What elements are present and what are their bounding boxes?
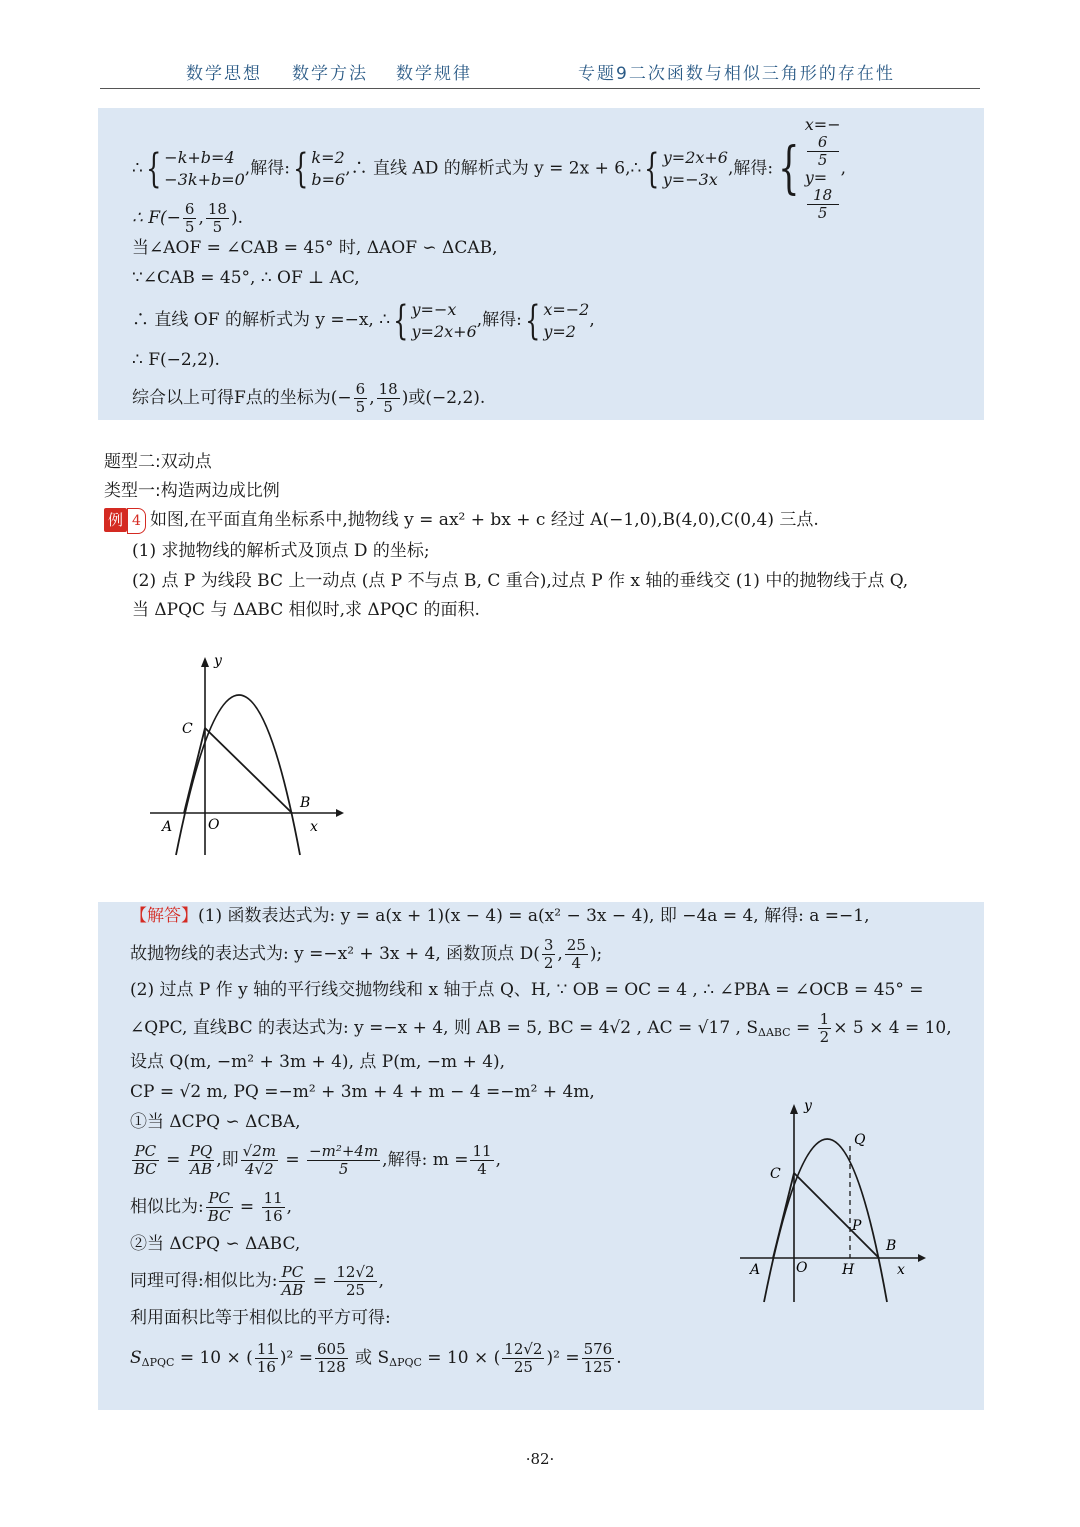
fraction	[818, 1011, 832, 1046]
question-3: 当 ΔPQC 与 ΔABC 相似时,求 ΔPQC 的面积.	[132, 600, 480, 620]
fraction	[262, 1190, 285, 1225]
text: )² =	[279, 1348, 314, 1368]
system-1	[164, 147, 245, 191]
problem-text: 如图,在平面直角坐标系中,抛物线 y = ax² + bx + c 经过 A(−1,0),B(4,0),C(0,4) 三点.	[149, 510, 819, 530]
numerator: 11	[263, 1189, 283, 1207]
text: 或 S	[349, 1348, 390, 1368]
denominator: 2	[819, 1028, 830, 1046]
text: 同理可得:相似比为:	[130, 1271, 278, 1291]
denominator: 128	[317, 1358, 346, 1376]
figure-parabola-1	[140, 645, 360, 860]
label-c: C	[770, 1166, 781, 1182]
denominator: 125	[583, 1358, 613, 1376]
numerator: PC	[206, 1190, 233, 1208]
solution-box-continued	[98, 108, 984, 420]
denominator: BC	[134, 1160, 157, 1178]
fraction	[807, 134, 839, 169]
fraction	[542, 937, 556, 972]
text: (1) 函数表达式为: y = a(x + 1)(x − 4) = a(x² − 3x − 4), 即 −4a = 4, 解得: a =−1,	[198, 906, 870, 926]
numerator: 12√2	[504, 1340, 543, 1358]
denominator: 4	[571, 954, 582, 972]
segment-ac	[184, 728, 205, 813]
fraction	[470, 1143, 493, 1178]
eq: y=2x+6	[411, 321, 477, 341]
denominator: BC	[207, 1207, 231, 1225]
answer-line6: CP = √2 m, PQ =−m² + 3m + 4 + m − 4 =−m² + 4m,	[130, 1082, 595, 1102]
numerator: 6	[807, 134, 839, 152]
denominator: 4√2	[244, 1160, 274, 1178]
parabola	[176, 695, 300, 855]
system-2	[311, 147, 345, 191]
eq: −k+b=4	[164, 148, 235, 167]
subscript: ΔPQC	[141, 1356, 175, 1369]
label-c: C	[182, 721, 193, 737]
numerator: 11	[472, 1142, 492, 1160]
denominator: 5	[212, 218, 223, 236]
box1-line3: 当∠AOF = ∠CAB = 45° 时, ΔAOF ∽ ΔCAB,	[132, 238, 498, 258]
numerator: 6	[184, 200, 195, 218]
label-b: B	[300, 795, 311, 811]
text: 故抛物线的表达式为: y =−x² + 3x + 4, 函数顶点 D(	[130, 944, 540, 964]
box1-line2: ∴ F(− $\frac{6}{5}$ , $\frac{18}{5}$ ).	[132, 200, 243, 236]
fraction	[307, 1143, 380, 1178]
numerator: 18	[378, 380, 398, 398]
denominator: AB	[281, 1281, 304, 1299]
answer-line4	[130, 1006, 952, 1055]
denominator: 5	[184, 218, 195, 236]
answer-line7: ①当 ΔCPQ ∽ ΔCBA,	[130, 1112, 301, 1132]
header-math-law: 数学规律	[396, 64, 472, 84]
label-a: A	[162, 819, 173, 835]
denominator: 25	[513, 1358, 533, 1376]
answer-line2: 故抛物线的表达式为: y =−x² + 3x + 4, 函数顶点 D( $\frac{3}{2}$ , $\frac{25}{4}$ );	[130, 936, 603, 972]
system-3	[663, 147, 728, 191]
page-number: ·82·	[525, 1450, 555, 1468]
example-problem	[104, 508, 819, 534]
text: ∴ F(−	[132, 208, 181, 228]
answer-line9: 相似比为: $\frac{PC}{BC}$ = $\frac{11}{16}$ ,	[130, 1189, 293, 1225]
denominator: AB	[190, 1160, 212, 1178]
answer-line8: $\frac{PC}{BC}$ = $\frac{PQ}{AB}$ ,即 $\frac{√2m}{4√2}$ = $\frac{\text{−m²+4m}}{5}$ ,解得: m = $\frac{11}{4}$ ,	[134, 1142, 501, 1178]
text: ∠QPC, 直线BC 的表达式为: y =−x + 4, 则 AB = 5, BC = 4√2 , AC = √17 , S	[130, 1018, 758, 1038]
numerator: PQ	[189, 1142, 213, 1160]
label-o: O	[796, 1260, 808, 1276]
numerator: −m²+4m	[309, 1142, 379, 1160]
text: S	[130, 1348, 142, 1368]
denominator: 16	[256, 1358, 276, 1376]
text: ,解得: m =	[382, 1150, 469, 1170]
eq: y=2	[543, 321, 576, 341]
text: = 10 × (	[421, 1348, 501, 1368]
denominator: 16	[263, 1207, 283, 1225]
eq: k=2	[311, 148, 345, 167]
answer-line11: 同理可得:相似比为: $\frac{PC}{AB}$ = $\frac{12√2}{25}$ ,	[130, 1263, 384, 1299]
header-math-method: 数学方法	[292, 64, 368, 84]
system-4	[805, 116, 841, 222]
numerator: 605	[317, 1340, 346, 1358]
numerator: PC	[132, 1143, 159, 1161]
fraction	[315, 1341, 348, 1376]
text: ,∴ 直线 AD 的解析式为 y = 2x + 6,∴	[345, 158, 642, 179]
solution-box-answer	[98, 902, 984, 1410]
denominator: 5	[338, 1160, 349, 1178]
section-subtitle: 类型一:构造两边成比例	[104, 481, 280, 501]
fraction	[279, 1264, 305, 1299]
segment-cb	[205, 728, 292, 813]
label-p: P	[852, 1218, 862, 1234]
y-axis-arrow	[201, 657, 209, 667]
brace: {	[778, 136, 800, 201]
label-x: x	[310, 819, 318, 835]
text: ,	[840, 158, 847, 179]
label-q: Q	[854, 1132, 866, 1148]
box1-line4: ∵∠CAB = 45°, ∴ OF ⊥ AC,	[132, 268, 360, 288]
segment-cb	[794, 1173, 879, 1258]
box1-line7: 综合以上可得F点的坐标为(− $\frac{6}{5}$ , $\frac{18}{5}$ )或(−2,2).	[132, 380, 486, 416]
fraction	[565, 937, 588, 972]
example-number: 4	[127, 508, 146, 534]
label-o: O	[208, 817, 220, 833]
label-y: y	[214, 653, 222, 669]
fraction	[334, 1264, 376, 1299]
text: )² =	[546, 1348, 580, 1368]
eq	[805, 116, 841, 169]
numerator: 12√2	[336, 1263, 375, 1281]
numerator: 25	[566, 936, 586, 954]
x-axis-arrow	[918, 1254, 926, 1262]
eq	[805, 169, 841, 222]
x-axis-arrow	[336, 809, 344, 817]
text: 综合以上可得F点的坐标为(−	[132, 388, 352, 408]
text: ,	[378, 1271, 384, 1291]
numerator: 1	[819, 1010, 830, 1028]
fraction	[183, 201, 197, 236]
text: × 5 × 4 = 10,	[833, 1018, 952, 1038]
text: );	[589, 944, 603, 964]
denominator: 5	[383, 398, 393, 416]
system-5	[412, 299, 477, 343]
fraction	[206, 1190, 233, 1225]
segment-ac	[773, 1173, 794, 1258]
fraction	[206, 201, 229, 236]
fraction	[132, 1143, 159, 1178]
numerator: 18	[807, 187, 839, 205]
eq: x=−2	[543, 299, 590, 319]
label-b: B	[886, 1238, 897, 1254]
text: ∴ 直线 OF 的解析式为 y =−x, ∴	[132, 310, 391, 330]
box1-line6: ∴ F(−2,2).	[132, 350, 220, 370]
text: ).	[230, 208, 243, 228]
label-a: A	[750, 1262, 761, 1278]
text: 相似比为:	[130, 1197, 204, 1217]
eq: −3k+b=0	[164, 170, 245, 189]
text: ,即	[216, 1150, 239, 1170]
numerator: 6	[355, 380, 366, 398]
eq: y=−3x	[662, 170, 718, 189]
denominator: 5	[817, 151, 828, 169]
text: x=−	[804, 115, 841, 134]
denominator: 5	[817, 204, 828, 222]
numerator: 11	[256, 1340, 276, 1358]
label-y: y	[804, 1098, 812, 1114]
eq: y=2x+6	[662, 148, 728, 167]
label-h: H	[842, 1262, 855, 1278]
text: =	[790, 1018, 816, 1038]
text: ,解得:	[727, 158, 774, 179]
answer-tag: 【解答】	[130, 906, 198, 926]
subscript: ΔABC	[758, 1026, 791, 1039]
text: ,	[286, 1197, 293, 1217]
fraction	[377, 381, 400, 416]
answer-line5: 设点 Q(m, −m² + 3m + 4), 点 P(m, −m + 4),	[130, 1052, 506, 1072]
figure-parabola-2	[734, 1094, 934, 1309]
brace: {	[145, 146, 162, 192]
text: y=	[804, 168, 828, 187]
answer-line3: (2) 过点 P 作 y 轴的平行线交抛物线和 x 轴于点 Q、H, ∵ OB = OC = 4 , ∴ ∠PBA = ∠OCB = 45° =	[130, 980, 924, 1000]
y-axis-arrow	[790, 1104, 798, 1114]
text: ∴	[132, 158, 143, 179]
text: ,解得:	[476, 310, 522, 330]
question-2: (2) 点 P 为线段 BC 上一动点 (点 P 不与点 B, C 重合),过点 P 作 x 轴的垂线交 (1) 中的抛物线于点 Q,	[132, 571, 909, 591]
fraction	[255, 1341, 278, 1376]
numerator: 3	[543, 936, 554, 954]
text: = 10 × (	[174, 1348, 253, 1368]
numerator: √2m	[242, 1142, 276, 1160]
fraction	[502, 1341, 544, 1376]
fraction	[188, 1143, 214, 1178]
text: .	[616, 1348, 622, 1368]
section-title-double-moving-point: 题型二:双动点	[104, 452, 212, 472]
question-1: (1) 求抛物线的解析式及顶点 D 的坐标;	[132, 541, 430, 561]
system-6	[543, 299, 589, 343]
text: ,	[495, 1150, 501, 1170]
denominator: 5	[355, 398, 366, 416]
page-header	[100, 54, 980, 89]
box1-line5	[132, 296, 595, 344]
fraction	[807, 187, 839, 222]
answer-line13	[130, 1334, 622, 1387]
numerator: PC	[279, 1264, 305, 1282]
brace: {	[524, 297, 541, 344]
answer-line10: ②当 ΔCPQ ∽ ΔABC,	[130, 1234, 301, 1254]
eq: y=−x	[411, 299, 457, 319]
brace: {	[393, 297, 409, 344]
fraction	[354, 381, 368, 416]
example-label: 例	[104, 508, 127, 532]
brace: {	[293, 146, 309, 192]
text: ,解得:	[244, 158, 290, 179]
brace: {	[644, 146, 660, 192]
answer-line12: 利用面积比等于相似比的平方可得:	[130, 1308, 391, 1328]
answer-line1	[130, 904, 869, 928]
text: )或(−2,2).	[401, 388, 486, 408]
fraction	[241, 1143, 278, 1178]
denominator: 25	[345, 1281, 366, 1299]
text: ,	[589, 310, 595, 330]
fraction	[582, 1341, 615, 1376]
numerator: 18	[207, 200, 227, 218]
numerator: 576	[583, 1340, 613, 1358]
subscript: ΔPQC	[389, 1356, 422, 1369]
denominator: 2	[543, 954, 554, 972]
header-math-thought: 数学思想	[186, 64, 262, 84]
label-x: x	[897, 1262, 905, 1278]
header-topic: 专题9二次函数与相似三角形的存在性	[578, 64, 895, 84]
denominator: 4	[477, 1160, 487, 1178]
eq: b=6	[311, 170, 346, 189]
